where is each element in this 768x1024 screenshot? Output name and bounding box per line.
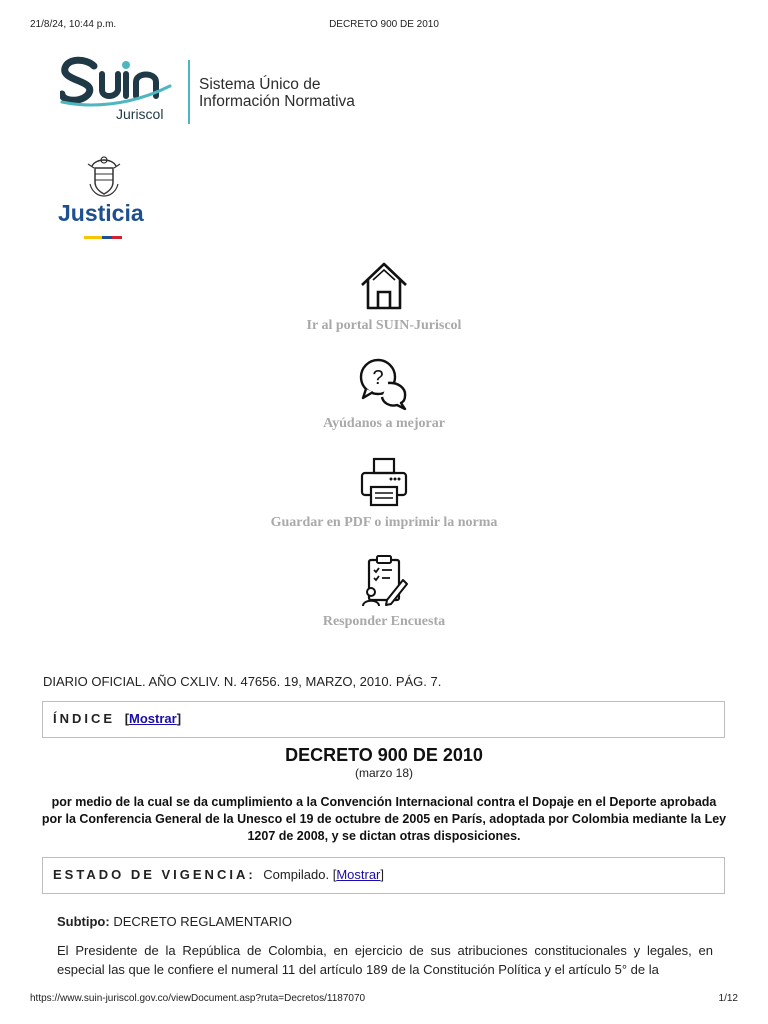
subtipo-value: DECRETO REGLAMENTARIO [113, 914, 292, 929]
justicia-wordmark: Justicia [58, 200, 144, 226]
suin-juriscol-logo[interactable] [60, 56, 390, 126]
print-link[interactable] [0, 455, 768, 531]
indice-bracket-close: ] [176, 711, 182, 726]
colombia-flag-stripe [84, 236, 122, 239]
flag-yellow [84, 236, 102, 239]
decree-date: (marzo 18) [354, 766, 413, 780]
portal-link-label: Ir al portal SUIN-Juriscol [306, 318, 462, 333]
vigencia-box [42, 857, 725, 894]
portal-link[interactable] [0, 258, 768, 334]
indice-heading: ÍNDICE [53, 711, 116, 726]
print-url: https://www.suin-juriscol.gov.co/viewDocument.asp?ruta=Decretos/1187070 [30, 993, 366, 1004]
vigencia-value: Compilado. [263, 867, 330, 882]
survey-link-label: Responder Encuesta [322, 614, 446, 629]
home-icon [359, 258, 409, 312]
indice-show-link[interactable]: Mostrar [129, 711, 177, 726]
vigencia-heading: ESTADO DE VIGENCIA: [53, 867, 256, 882]
suin-subtitle [199, 76, 355, 110]
vigencia-bracket-open: [ [332, 867, 337, 882]
page-number: 1/12 [718, 993, 738, 1004]
decree-summary: por medio de la cual se da cumplimiento a la Convención Internacional contra el Dopaje en el Deporte aprobada por la Conferencia General de la Unesco el 19 de octubre de 2005 en París, adoptada por Colombia mediante la Ley 1207 de 2008, y se dictan otras disposiciones. [41, 795, 727, 843]
coat-of-arms-icon [84, 154, 124, 198]
feedback-link-label: Ayúdanos a mejorar [323, 416, 445, 431]
feedback-link[interactable] [0, 356, 768, 432]
suin-subtitle-line1: Sistema Único de [199, 76, 321, 93]
help-chat-icon [358, 356, 410, 410]
suin-subtitle-line2: Información Normativa [199, 93, 355, 110]
print-link-label: Guardar en PDF o imprimir la norma [270, 515, 498, 530]
printer-icon [359, 455, 409, 509]
diario-oficial-reference: DIARIO OFICIAL. AÑO CXLIV. N. 47656. 19, MARZO, 2010. PÁG. 7. [43, 674, 442, 689]
survey-clipboard-icon [359, 554, 409, 608]
suin-logo-mark [60, 56, 175, 108]
justicia-logo [56, 154, 152, 244]
survey-link[interactable] [0, 554, 768, 630]
indice-bracket-open: [ [124, 711, 130, 726]
indice-box [42, 701, 725, 738]
subtipo-label: Subtipo: [57, 914, 110, 929]
subtipo [57, 914, 292, 929]
vigencia-bracket-close: ] [380, 867, 384, 882]
decree-body-text: El Presidente de la República de Colombia, en ejercicio de sus atribuciones constitucionales y legales, en especial las que le confiere el numeral 11 del artículo 189 de la Constitución Política y el artículo 5° de la [57, 943, 713, 977]
svg-text:?: ? [372, 367, 384, 389]
logo-divider [188, 60, 190, 124]
flag-red [112, 236, 122, 239]
suin-wordmark: Juriscol [116, 106, 164, 122]
print-datetime: 21/8/24, 10:44 p.m. [30, 19, 117, 30]
vigencia-show-link[interactable]: Mostrar [336, 867, 381, 882]
flag-blue [102, 236, 112, 239]
print-title: DECRETO 900 DE 2010 [329, 19, 439, 30]
decree-title: DECRETO 900 DE 2010 [285, 745, 483, 765]
